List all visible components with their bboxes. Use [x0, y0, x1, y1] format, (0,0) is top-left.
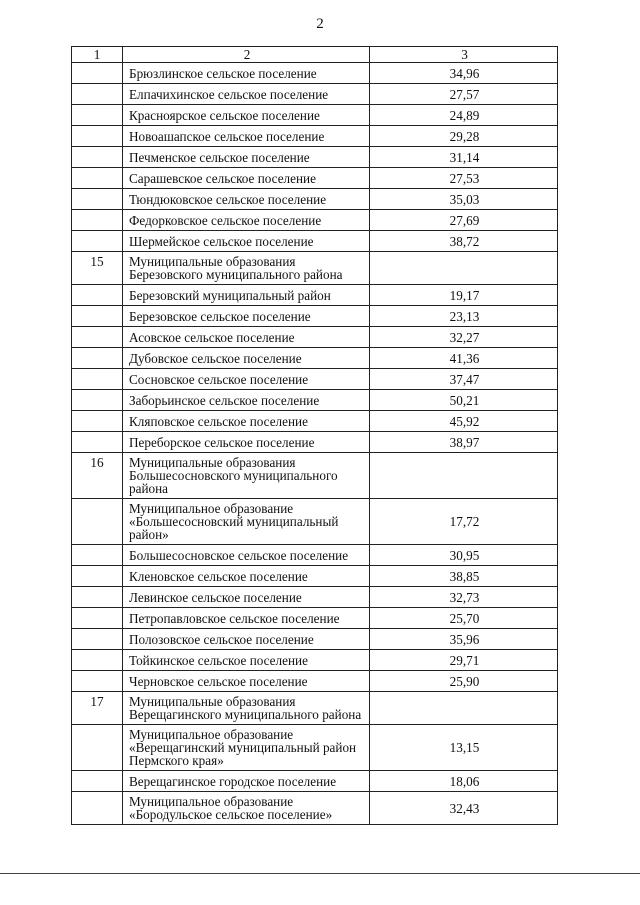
- row-value-cell: 27,53: [370, 168, 558, 189]
- row-name-cell: Переборское сельское поселение: [123, 432, 370, 453]
- row-number-cell: [72, 629, 123, 650]
- table-row: [72, 771, 558, 792]
- row-value-cell: 32,43: [370, 792, 558, 825]
- table-group-row: [72, 252, 558, 285]
- row-value-cell: [370, 692, 558, 725]
- row-value-cell: 19,17: [370, 285, 558, 306]
- table-row: [72, 285, 558, 306]
- row-value-cell: 38,72: [370, 231, 558, 252]
- table-body: [72, 47, 558, 825]
- row-value-cell: 23,13: [370, 306, 558, 327]
- table-row: [72, 545, 558, 566]
- row-name-cell: Тойкинское сельское поселение: [123, 650, 370, 671]
- row-value-cell: 32,27: [370, 327, 558, 348]
- row-name-cell: Муниципальные образования Березовского муниципального района: [123, 252, 370, 285]
- table-row: [72, 725, 558, 771]
- row-number-cell: [72, 499, 123, 545]
- table-header-row: [72, 47, 558, 63]
- row-number-cell: [72, 566, 123, 587]
- row-name-cell: Муниципальное образование «Большесосновский муниципальный район»: [123, 499, 370, 545]
- data-table: [71, 46, 558, 825]
- row-value-cell: 45,92: [370, 411, 558, 432]
- row-name-cell: Елпачихинское сельское поселение: [123, 84, 370, 105]
- row-number-cell: [72, 411, 123, 432]
- row-name-cell: Березовское сельское поселение: [123, 306, 370, 327]
- table-row: [72, 189, 558, 210]
- row-number-cell: [72, 671, 123, 692]
- row-number-cell: [72, 231, 123, 252]
- table-row: [72, 587, 558, 608]
- row-number-cell: [72, 63, 123, 84]
- row-value-cell: [370, 453, 558, 499]
- page-number: 2: [316, 16, 324, 32]
- row-name-cell: Муниципальное образование «Бородульское сельское поселение»: [123, 792, 370, 825]
- table-row: [72, 126, 558, 147]
- table-row: [72, 629, 558, 650]
- row-name-cell: Сарашевское сельское поселение: [123, 168, 370, 189]
- row-number-cell: [72, 210, 123, 231]
- table-row: [72, 608, 558, 629]
- row-name-cell: Черновское сельское поселение: [123, 671, 370, 692]
- row-name-cell: Кленовское сельское поселение: [123, 566, 370, 587]
- table-row: [72, 327, 558, 348]
- table-row: [72, 411, 558, 432]
- table-row: [72, 499, 558, 545]
- scan-edge-line: [0, 873, 640, 874]
- row-number-cell: [72, 432, 123, 453]
- row-value-cell: 50,21: [370, 390, 558, 411]
- row-number-cell: [72, 771, 123, 792]
- table-row: [72, 348, 558, 369]
- row-name-cell: Петропавловское сельское поселение: [123, 608, 370, 629]
- row-value-cell: 38,85: [370, 566, 558, 587]
- row-name-cell: Заборьинское сельское поселение: [123, 390, 370, 411]
- row-number-cell: [72, 650, 123, 671]
- table-row: [72, 168, 558, 189]
- row-number-cell: [72, 725, 123, 771]
- row-name-cell: Новоашапское сельское поселение: [123, 126, 370, 147]
- table-row: [72, 390, 558, 411]
- row-name-cell: Печменское сельское поселение: [123, 147, 370, 168]
- row-name-cell: Березовский муниципальный район: [123, 285, 370, 306]
- row-number-cell: [72, 348, 123, 369]
- table-row: [72, 432, 558, 453]
- row-value-cell: 35,96: [370, 629, 558, 650]
- row-value-cell: 27,57: [370, 84, 558, 105]
- row-name-cell: Федорковское сельское поселение: [123, 210, 370, 231]
- row-name-cell: Муниципальное образование «Верещагинский муниципальный район Пермского края»: [123, 725, 370, 771]
- row-value-cell: 29,28: [370, 126, 558, 147]
- column-header-2: 2: [123, 47, 370, 63]
- row-number-cell: [72, 390, 123, 411]
- table-group-row: [72, 453, 558, 499]
- table-row: [72, 63, 558, 84]
- table-row: [72, 369, 558, 390]
- table-row: [72, 792, 558, 825]
- row-value-cell: 32,73: [370, 587, 558, 608]
- row-value-cell: 29,71: [370, 650, 558, 671]
- row-number-cell: [72, 189, 123, 210]
- row-number-cell: [72, 792, 123, 825]
- row-value-cell: 30,95: [370, 545, 558, 566]
- row-number-cell: [72, 306, 123, 327]
- table-row: [72, 231, 558, 252]
- row-number-cell: [72, 545, 123, 566]
- table-group-row: [72, 692, 558, 725]
- table-row: [72, 306, 558, 327]
- row-number-cell: [72, 608, 123, 629]
- row-number-cell: [72, 327, 123, 348]
- row-number-cell: [72, 105, 123, 126]
- row-name-cell: Брюзлинское сельское поселение: [123, 63, 370, 84]
- row-value-cell: 31,14: [370, 147, 558, 168]
- column-header-1: 1: [72, 47, 123, 63]
- row-value-cell: 17,72: [370, 499, 558, 545]
- row-name-cell: Красноярское сельское поселение: [123, 105, 370, 126]
- row-name-cell: Полозовское сельское поселение: [123, 629, 370, 650]
- row-number-cell: 16: [72, 453, 123, 499]
- row-value-cell: 27,69: [370, 210, 558, 231]
- table-row: [72, 671, 558, 692]
- table-row: [72, 210, 558, 231]
- column-header-3: 3: [370, 47, 558, 63]
- row-name-cell: Дубовское сельское поселение: [123, 348, 370, 369]
- row-value-cell: 25,90: [370, 671, 558, 692]
- row-name-cell: Шермейское сельское поселение: [123, 231, 370, 252]
- table-row: [72, 147, 558, 168]
- table-row: [72, 105, 558, 126]
- table-row: [72, 650, 558, 671]
- row-value-cell: 41,36: [370, 348, 558, 369]
- row-number-cell: [72, 168, 123, 189]
- row-name-cell: Большесосновское сельское поселение: [123, 545, 370, 566]
- row-name-cell: Кляповское сельское поселение: [123, 411, 370, 432]
- row-value-cell: 35,03: [370, 189, 558, 210]
- row-number-cell: [72, 587, 123, 608]
- row-value-cell: 37,47: [370, 369, 558, 390]
- row-name-cell: Тюндюковское сельское поселение: [123, 189, 370, 210]
- table-row: [72, 566, 558, 587]
- row-value-cell: 25,70: [370, 608, 558, 629]
- row-name-cell: Муниципальные образования Верещагинского муниципального района: [123, 692, 370, 725]
- row-name-cell: Верещагинское городское поселение: [123, 771, 370, 792]
- row-value-cell: 18,06: [370, 771, 558, 792]
- row-name-cell: Муниципальные образования Большесосновского муниципального района: [123, 453, 370, 499]
- row-number-cell: 15: [72, 252, 123, 285]
- row-number-cell: [72, 369, 123, 390]
- row-number-cell: [72, 126, 123, 147]
- table-row: [72, 84, 558, 105]
- row-number-cell: [72, 285, 123, 306]
- row-number-cell: [72, 84, 123, 105]
- row-value-cell: 13,15: [370, 725, 558, 771]
- row-value-cell: 24,89: [370, 105, 558, 126]
- row-name-cell: Сосновское сельское поселение: [123, 369, 370, 390]
- row-value-cell: 38,97: [370, 432, 558, 453]
- row-value-cell: [370, 252, 558, 285]
- row-name-cell: Асовское сельское поселение: [123, 327, 370, 348]
- row-number-cell: [72, 147, 123, 168]
- row-number-cell: 17: [72, 692, 123, 725]
- row-value-cell: 34,96: [370, 63, 558, 84]
- row-name-cell: Левинское сельское поселение: [123, 587, 370, 608]
